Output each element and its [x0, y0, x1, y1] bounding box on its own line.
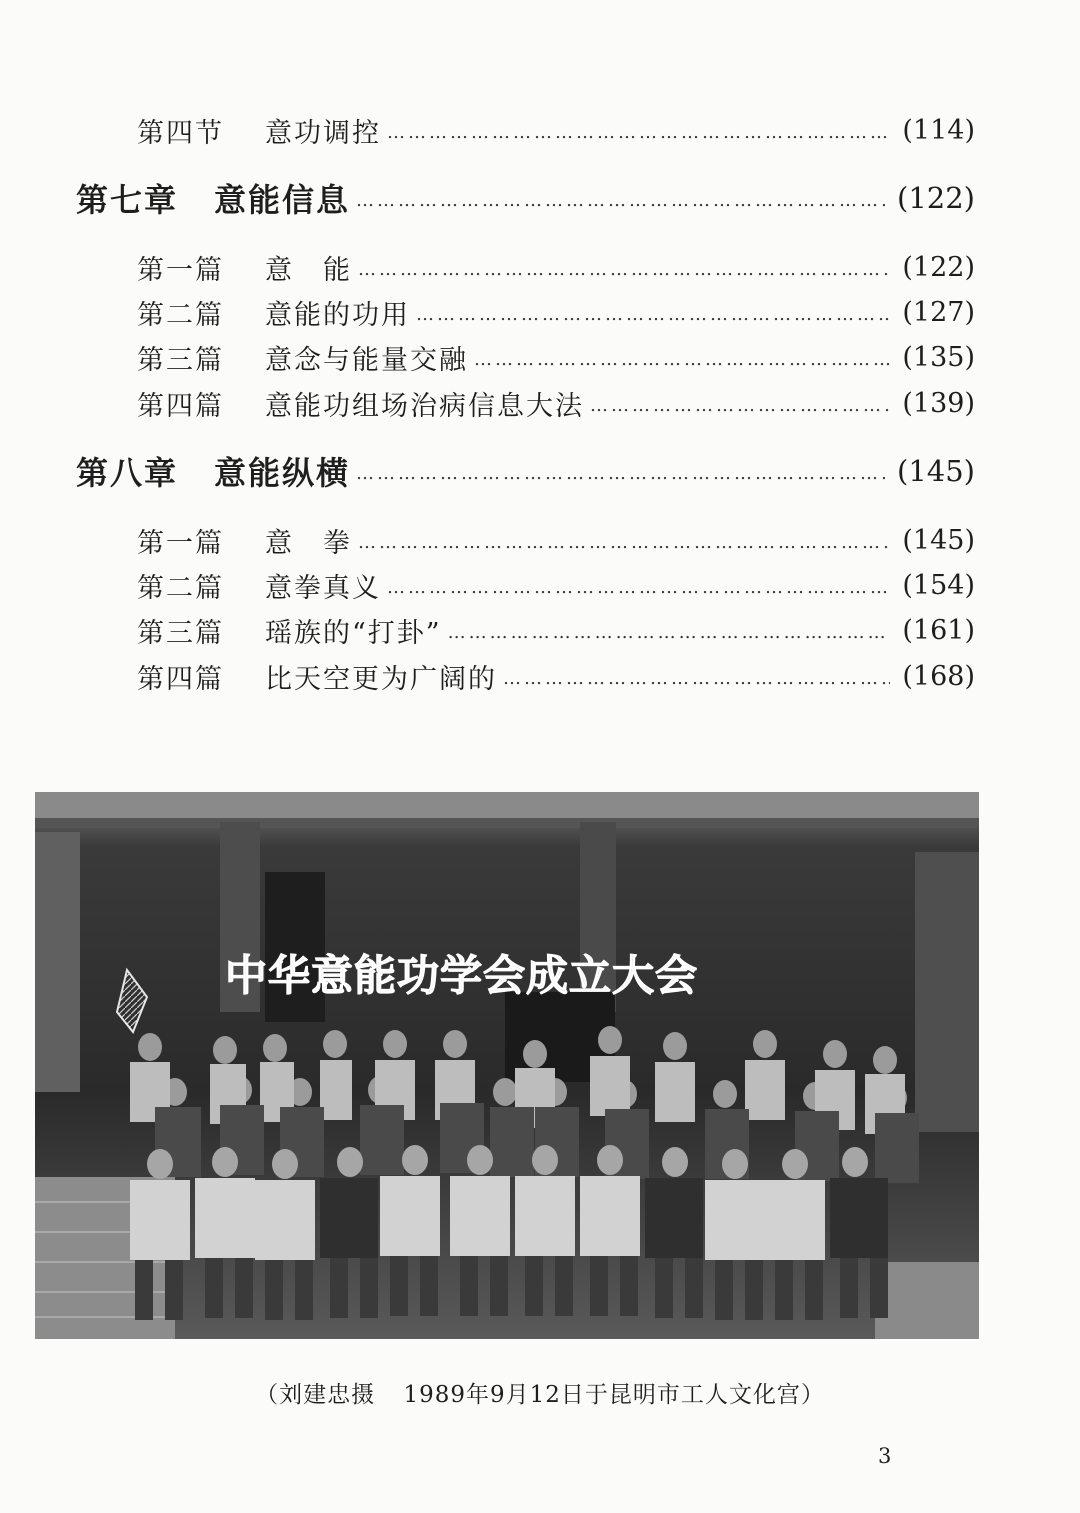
page-ref: (122)	[897, 181, 975, 215]
toc-chapter	[76, 447, 975, 495]
toc-chapter	[76, 174, 975, 222]
leader-dots	[358, 532, 890, 553]
section-number: 第二篇	[137, 299, 224, 331]
toc-entry	[137, 565, 975, 605]
page-ref: (127)	[902, 296, 975, 328]
section-number: 第四篇	[137, 663, 224, 695]
chapter-title: 意能信息	[214, 181, 351, 219]
toc-entry	[137, 110, 975, 150]
section-title: 意能的功用	[265, 299, 410, 331]
caption-date-place: 1989年9月12日于昆明市工人文化宫）	[403, 1382, 825, 1408]
section-number: 第二篇	[137, 572, 224, 604]
page-number: 3	[878, 1444, 892, 1468]
section-title: 瑶族的“打卦”	[265, 617, 442, 649]
page-ref: (139)	[902, 387, 975, 419]
photo-caption	[0, 1376, 1080, 1409]
chapter-number: 第八章	[76, 454, 179, 492]
toc-entry	[137, 383, 975, 423]
toc-entry	[137, 337, 975, 377]
section-number: 第四节	[137, 117, 224, 149]
leader-dots	[387, 577, 890, 598]
group-photo	[35, 792, 979, 1339]
section-title: 意功调控	[265, 117, 381, 149]
section-number: 第三篇	[137, 344, 224, 376]
page-ref: (168)	[902, 660, 975, 692]
leader-dots	[358, 259, 890, 280]
section-title: 比天空更为广阔的	[265, 663, 497, 695]
leader-dots	[474, 349, 890, 370]
page-ref: (145)	[897, 454, 975, 488]
toc-entry	[137, 520, 975, 560]
page-ref: (122)	[902, 251, 975, 283]
leader-dots	[387, 122, 890, 143]
chapter-title: 意能纵横	[214, 454, 351, 492]
toc-entry	[137, 610, 975, 650]
toc-entry	[137, 292, 975, 332]
banner-text: 中华意能功学会成立大会	[225, 951, 699, 1000]
leader-dots	[590, 395, 890, 416]
leader-dots	[356, 463, 885, 484]
page-ref: (161)	[902, 614, 975, 646]
page-ref: (145)	[902, 524, 975, 556]
section-title: 意 能	[265, 254, 352, 286]
caption-credit: （刘建忠摄	[255, 1382, 376, 1408]
toc-entry	[137, 247, 975, 287]
page-ref: (135)	[902, 341, 975, 373]
section-number: 第一篇	[137, 254, 224, 286]
leader-dots	[356, 190, 885, 211]
toc-entry	[137, 656, 975, 696]
page-ref: (154)	[902, 569, 975, 601]
section-title: 意 拳	[265, 527, 352, 559]
section-title: 意拳真义	[265, 572, 381, 604]
chapter-number: 第七章	[76, 181, 179, 219]
page-ref: (114)	[902, 114, 975, 146]
section-number: 第一篇	[137, 527, 224, 559]
group-photo-image	[35, 792, 979, 1339]
section-number: 第四篇	[137, 390, 224, 422]
leader-dots	[416, 304, 890, 325]
section-title: 意能功组场治病信息大法	[265, 390, 584, 422]
section-title: 意念与能量交融	[265, 344, 468, 376]
leader-dots	[503, 668, 890, 689]
section-number: 第三篇	[137, 617, 224, 649]
leader-dots	[448, 622, 891, 643]
